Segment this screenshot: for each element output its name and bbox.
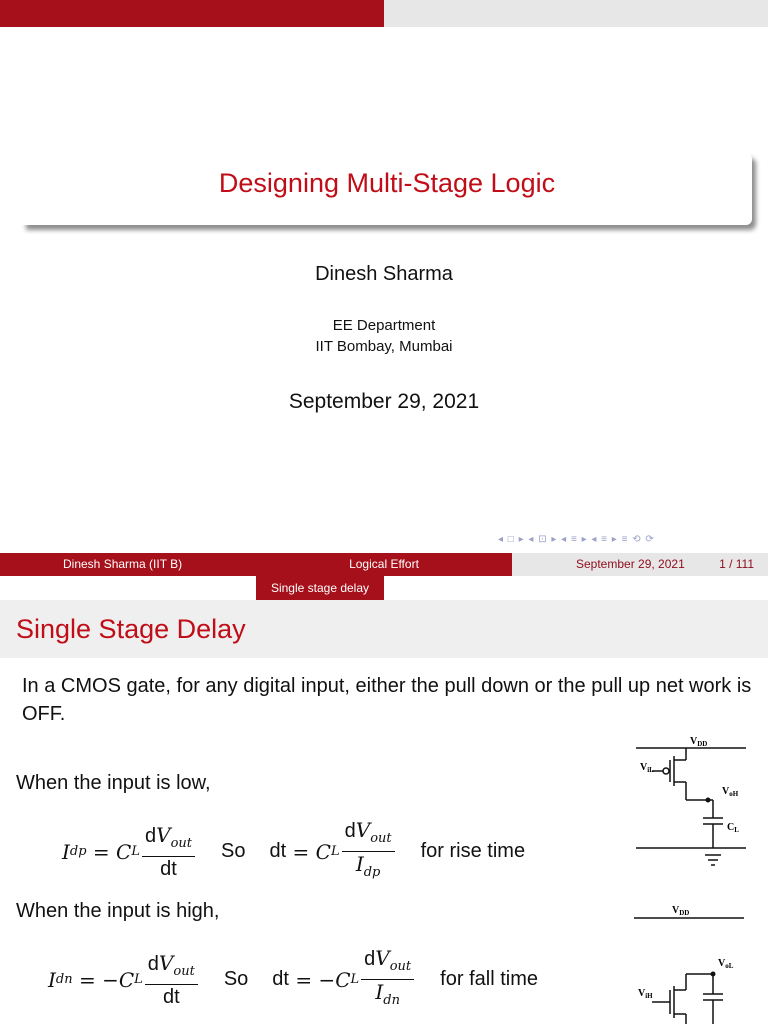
top-bar-gray — [384, 0, 768, 27]
low-input-text: When the input is low, — [16, 772, 211, 794]
high-input-text: When the input is high, — [16, 900, 220, 922]
institute: IIT Bombay, Mumbai — [315, 338, 453, 355]
footer-author-text: Dinesh Sharma (IIT B) — [63, 557, 183, 571]
top-bar-red — [0, 0, 384, 27]
intro-paragraph: In a CMOS gate, for any digital input, either the pull down or the pull up net work is OFF. — [22, 675, 752, 725]
vdd-label-2: $V_{DD}$ — [672, 905, 690, 917]
footer-date: September 29, 2021 — [576, 557, 685, 571]
footer-page-number: 1 / 111 — [719, 557, 754, 571]
cl-label: $C_L$ — [727, 822, 739, 834]
fall-time-equation: I dn = − C L $\frac{dV_{out}}{dt}$ So dt = − C L $\frac{dV_{out}}{I_{dn}}$ for fall time — [48, 946, 538, 1008]
section-label: Single stage delay — [256, 576, 384, 600]
slide2-title: Single Stage Delay — [16, 614, 246, 644]
vin-label-1: $V_{iL}$ — [640, 762, 654, 774]
presentation-date: September 29, 2021 — [288, 390, 480, 413]
footer-date-page — [512, 553, 768, 576]
vout-label-2: $V_{oL}$ — [718, 958, 734, 970]
vout-label-1: $V_{oH}$ — [722, 786, 739, 798]
slide-title: Designing Multi-Stage Logic — [218, 168, 556, 198]
so-word-2: So — [223, 968, 249, 990]
navigation-controls-icon[interactable]: ◂ □ ▸ ◂ ⊡ ▸ ◂ ≡ ▸ ◂ ≡ ▸ ≡ ⟲ ⟳ — [498, 534, 655, 545]
author-name: Dinesh Sharma — [315, 263, 453, 285]
department: EE Department — [332, 317, 436, 334]
vin-label-2: $V_{iH}$ — [638, 988, 653, 1000]
so-word: So — [221, 840, 246, 862]
rise-time-equation: I dp = C L $\frac{dV_{out}}{dt}$ So dt = C L $\frac{dV_{out}}{I_{dp}}$ for rise time — [62, 818, 526, 880]
rise-time-label: for rise time — [420, 840, 526, 862]
vdd-label-1: $V_{DD}$ — [690, 736, 708, 748]
footer-topic: Logical Effort — [256, 553, 512, 576]
nmos-circuit-diagram — [628, 898, 768, 1024]
pmos-circuit-diagram — [628, 730, 768, 875]
fall-time-label: for fall time — [440, 968, 538, 990]
footer-author — [0, 553, 256, 576]
